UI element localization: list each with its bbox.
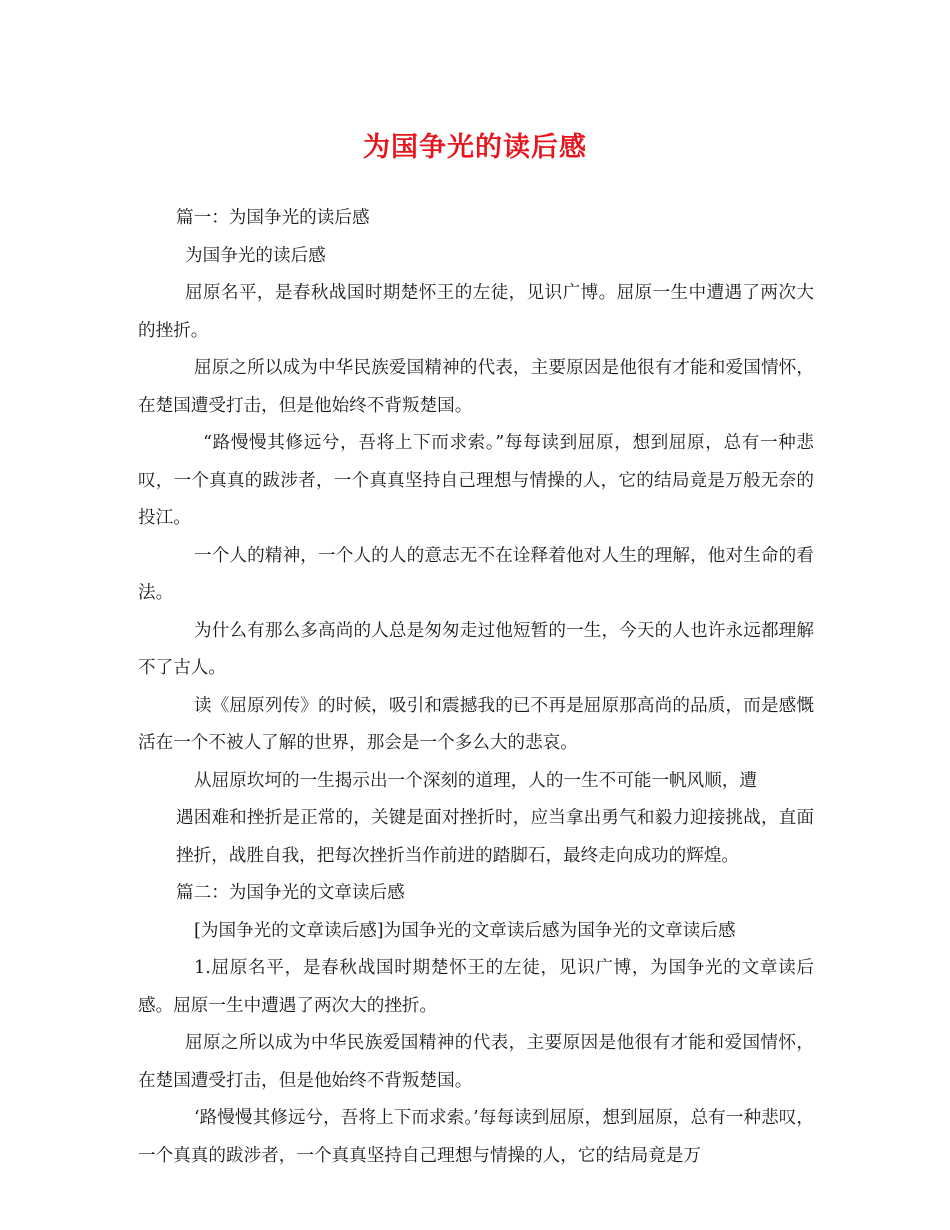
paragraph: 屈原之所以成为中华民族爱国精神的代表，主要原因是他很有才能和爱国情怀，在楚国遭受打击，但是他始终不背叛楚国。 [138,1033,814,1091]
paragraph: 1.屈原名平，是春秋战国时期楚怀王的左徒，见识广博，为国争光的文章读后感。屈原一生中遭遇了两次大的挫折。 [138,958,814,1016]
section-heading-1: 篇一：为国争光的读后感 [176,208,370,228]
paragraph: 一个人的精神，一个人的人的意志无不在诠释着他对人生的理解，他对生命的看法。 [138,545,814,603]
paragraph: 为什么有那么多高尚的人总是匆匆走过他短暂的一生，今天的人也许永远都理解不了古人。 [138,620,814,678]
paragraph: “路慢慢其修远兮，吾将上下而求索。”每每读到屈原，想到屈原，总有一种悲叹，一个真真的跋涉者，一个真真坚持自己理想与情操的人，它的结局竟是万般无奈的投江。 [138,433,814,528]
document-body [138,200,814,1175]
paragraph: ‘路慢慢其修远兮，吾将上下而求索。’每每读到屈原，想到屈原，总有一种悲叹，一个真真的跋涉者，一个真真坚持自己理想与情操的人，它的结局竟是万 [138,1108,814,1166]
paragraph: 屈原之所以成为中华民族爱国精神的代表，主要原因是他很有才能和爱国情怀，在楚国遭受打击，但是他始终不背叛楚国。 [138,358,814,416]
subtitle-1: 为国争光的读后感 [185,245,326,266]
paragraph: 屈原名平，是春秋战国时期楚怀王的左徒，见识广博。屈原一生中遭遇了两次大的挫折。 [138,283,814,341]
document-title: 为国争光的读后感 [363,132,587,163]
paragraph: 从屈原坎坷的一生揭示出一个深刻的道理，人的一生不可能一帆风顺，遭 [194,770,758,791]
paragraph: [为国争光的文章读后感]为国争光的文章读后感为国争光的文章读后感 [194,920,736,941]
section-heading-2: 篇二：为国争光的文章读后感 [176,883,405,903]
paragraph: 遇困难和挫折是正常的，关键是面对挫折时，应当拿出勇气和毅力迎接挑战，直面挫折，战胜自我，把每次挫折当作前进的踏脚石，最终走向成功的辉煌。 [176,808,814,866]
paragraph: 读《屈原列传》的时候，吸引和震撼我的已不再是屈原那高尚的品质，而是感慨活在一个不被人了解的世界，那会是一个多么大的悲哀。 [138,695,814,753]
